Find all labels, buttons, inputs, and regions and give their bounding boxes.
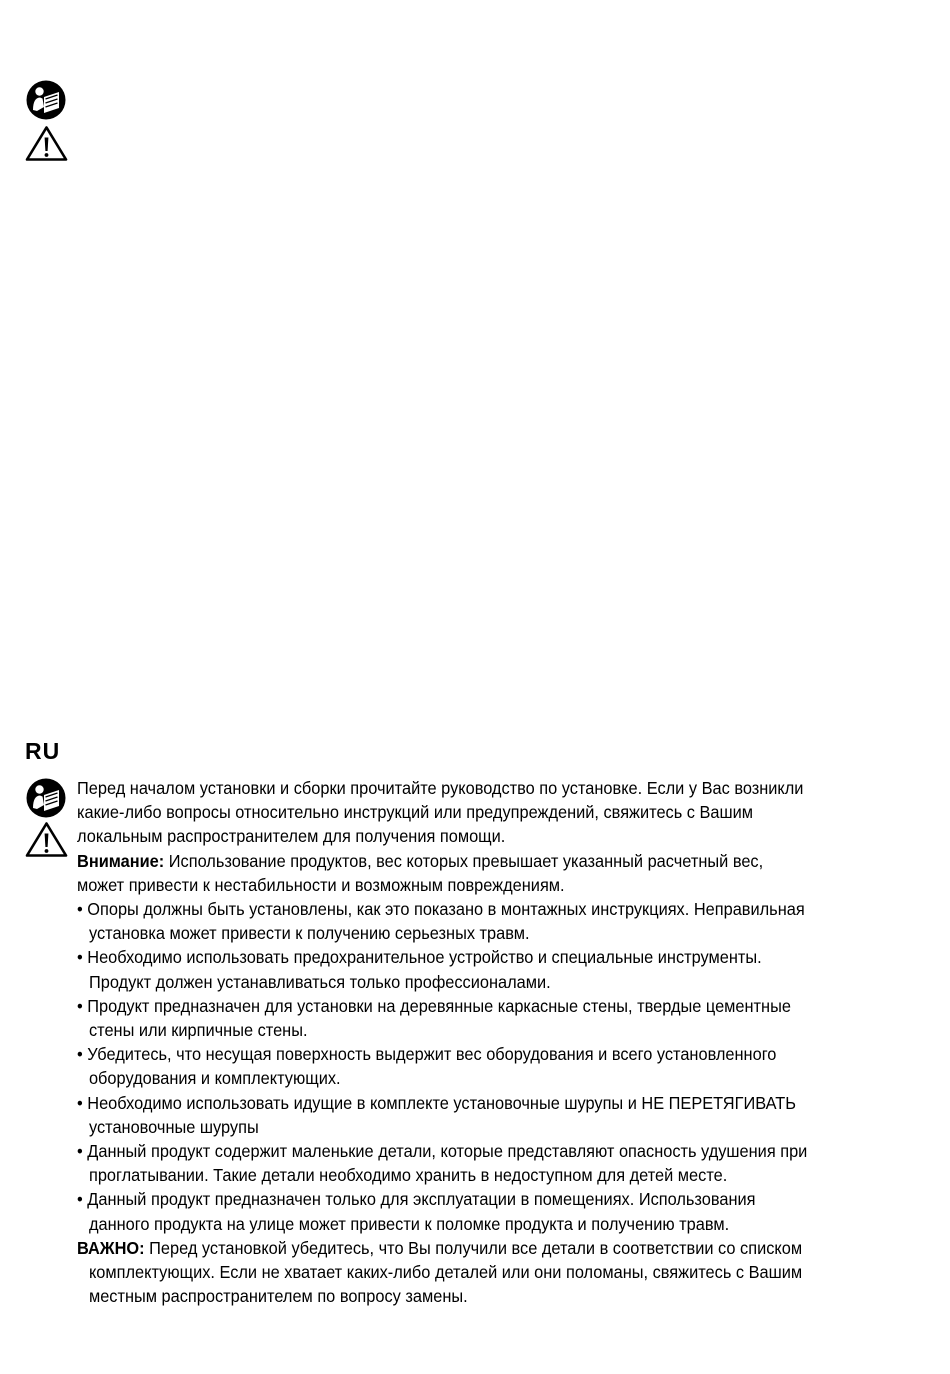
bullet-item-continuation: стены или кирпичные стены. <box>88 1020 308 1041</box>
warning-text: может привести к нестабильности и возможным повреждениям. <box>77 874 565 895</box>
important-paragraph <box>77 1236 868 1260</box>
important-text: Перед установкой убедитесь, что Вы получили все детали в соответствии со списком <box>144 1237 803 1258</box>
read-manual-icon <box>26 80 66 120</box>
bullet-item: • Необходимо использовать предохранительное устройство и специальные инструменты. <box>77 947 762 968</box>
language-code-heading: RU <box>25 738 61 764</box>
intro-line: Перед началом установки и сборки прочитайте руководство по установке. Если у Вас возникли <box>77 778 804 798</box>
bullet-item: • Убедитесь, что несущая поверхность выдержит вес оборудования и всего установленного <box>77 1044 777 1065</box>
bullet-item: • Продукт предназначен для установки на деревянные каркасные стены, твердые цементные <box>77 995 791 1016</box>
bullet-item-continuation: установочные шурупы <box>88 1116 259 1137</box>
intro-line: локальным распространителем для получения помощи. <box>77 826 506 847</box>
warning-triangle-icon <box>25 821 68 858</box>
warning-paragraph <box>77 849 868 873</box>
important-text: комплектующих. Если не хватает каких-либо деталей или они поломаны, свяжитесь с Вашим <box>88 1262 803 1283</box>
bullet-item: • Данный продукт содержит маленькие детали, которые представляют опасность удушения при <box>77 1141 808 1162</box>
bullet-item-continuation: установка может привести к получению серьезных травм. <box>88 923 530 944</box>
intro-line: какие-либо вопросы относительно инструкций или предупреждений, свяжитесь с Вашим <box>77 802 754 823</box>
bullet-item-continuation: данного продукта на улице может привести к поломке продукта и получению травм. <box>88 1213 730 1234</box>
read-manual-icon <box>26 778 66 818</box>
safety-instructions-ru <box>77 776 868 1308</box>
bullet-item-continuation: проглатывании. Такие детали необходимо хранить в недоступном для детей месте. <box>88 1165 728 1186</box>
important-text: местным распространителем по вопросу замены. <box>88 1286 468 1307</box>
warning-label: Внимание: <box>77 850 165 871</box>
bullet-item: • Данный продукт предназначен только для эксплуатации в помещениях. Использования <box>77 1189 756 1210</box>
bullet-item-continuation: оборудования и комплектующих. <box>88 1068 341 1089</box>
warning-text: Использование продуктов, вес которых превышает указанный расчетный вес, <box>164 850 764 871</box>
warning-triangle-icon <box>25 125 68 162</box>
bullet-item: • Опоры должны быть установлены, как это показано в монтажных инструкциях. Неправильная <box>77 899 805 920</box>
important-label: ВАЖНО: <box>77 1237 145 1258</box>
bullet-item: • Необходимо использовать идущие в комплекте установочные шурупы и НЕ ПЕРЕТЯГИВАТЬ <box>77 1092 796 1113</box>
bullet-item-continuation: Продукт должен устанавливаться только профессионалами. <box>88 971 551 992</box>
